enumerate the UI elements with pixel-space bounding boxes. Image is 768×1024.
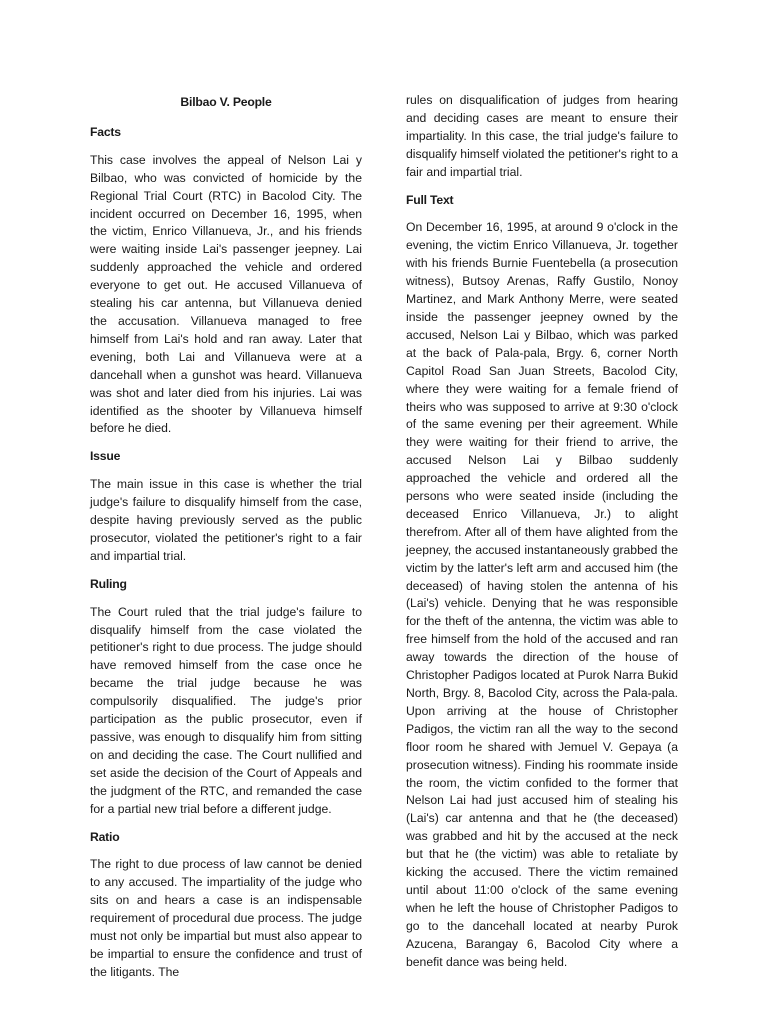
document-title: Bilbao V. People [180,95,272,109]
facts-heading: Facts [90,124,121,139]
full-text-paragraph: On December 16, 1995, at around 9 o'clock in the evening, the victim Enrico Villanueva, Jr. together with his friends Burnie Fuentebella (a prosecution witness), Butsoy Arenas, Raffy Gustilo, Nonoy Martinez, and Mark Anthony Merre, were seated inside the passenger jeepney owned by the accused, Nelson Lai y Bilbao, which was parked at the back of Pala-pala, Brgy. 6, corner North Capitol Road San Juan Streets, Bacolod City, where they were waiting for a female friend of theirs who was supposed to arrive at 9:30 o'clock of the same evening per their agreement. While they were waiting for their friend to arrive, the accused Nelson Lai y Bilbao suddenly approached the vehicle and ordered all the persons who were seated inside (including the deceased Enrico Villanueva, Jr.) to alight therefrom. After all of them have alighted from the jeepney, the accused instantaneously grabbed the victim by the latter's left arm and accused him (the deceased) of having stolen the antenna of his (Lai's) vehicle. Denying that he was responsible for the theft of the antenna, the victim was able to free himself from the hold of the accused and ran away towards the direction of the house of Christopher Padigos located at Purok Narra Bukid North, Brgy. 8, Bacolod City, across the Pala-pala. Upon arriving at the house of Christopher Padigos, the victim ran all the way to the second floor room he shared with Jemuel V. Gepaya (a prosecution witness). Finding his roommate inside the room, the victim confided to the former that Nelson Lai had just accused him of stealing his (Lai's) car antenna and that he (the deceased) was grabbed and hit by the accused at the neck but that he (the victim) was able to retaliate by kicking the accused. There the victim remained until about 11:00 o'clock of the same evening when he left the house of Christopher Padigos to go to the dancehall located at nearby Purok Azucena, Barangay 6, Bacolod City where a benefit dance was being held. [406,220,678,969]
right-column [406,92,678,982]
ruling-paragraph: The Court ruled that the trial judge's failure to disqualify himself from the case violated the petitioner's right to due process. The judge should have removed himself from the case once he became the trial judge because he was compulsorily disqualified. The judge's prior participation as the public prosecutor, even if passive, was enough to disqualify him from sitting on and deciding the case. The Court nullified and set aside the decision of the Court of Appeals and the judgment of the RTC, and remanded the case for a partial new trial before a different judge. [90,604,362,816]
issue-paragraph: The main issue in this case is whether the trial judge's failure to disqualify himself from the case, despite having previously served as the public prosecutor, violated the petitioner's right to a fair and impartial trial. [90,477,362,563]
ruling-heading: Ruling [90,576,127,591]
ratio-paragraph-part2: rules on disqualification of judges from hearing and deciding cases are meant to ensure their impartiality. In this case, the trial judge's failure to disqualify himself violated the petitioner's right to a fair and impartial trial. [406,93,678,179]
left-column [90,92,362,992]
full-text-heading: Full Text [406,192,454,207]
ratio-heading: Ratio [90,829,120,844]
facts-paragraph: This case involves the appeal of Nelson Lai y Bilbao, who was convicted of homicide by the Regional Trial Court (RTC) in Bacolod City. The incident occurred on December 16, 1995, when the victim, Enrico Villanueva, Jr., and his friends were waiting inside Lai's passenger jeepney. Lai suddenly approached the vehicle and ordered everyone to get out. He accused Villanueva of stealing his car antenna, but Villanueva denied the accusation. Villanueva managed to free himself from Lai's hold and ran away. Later that evening, both Lai and Villanueva were at a dancehall when a gunshot was heard. Villanueva was shot and later died from his injuries. Lai was identified as the shooter by Villanueva himself before he died. [90,152,362,436]
ratio-paragraph-part1: The right to due process of law cannot be denied to any accused. The impartiality of the judge who sits on and hears a case is an indispensable requirement of procedural due process. The judge must not only be impartial but must also appear to be impartial to ensure the confidence and trust of the litigants. The [90,857,362,979]
issue-heading: Issue [90,449,121,464]
